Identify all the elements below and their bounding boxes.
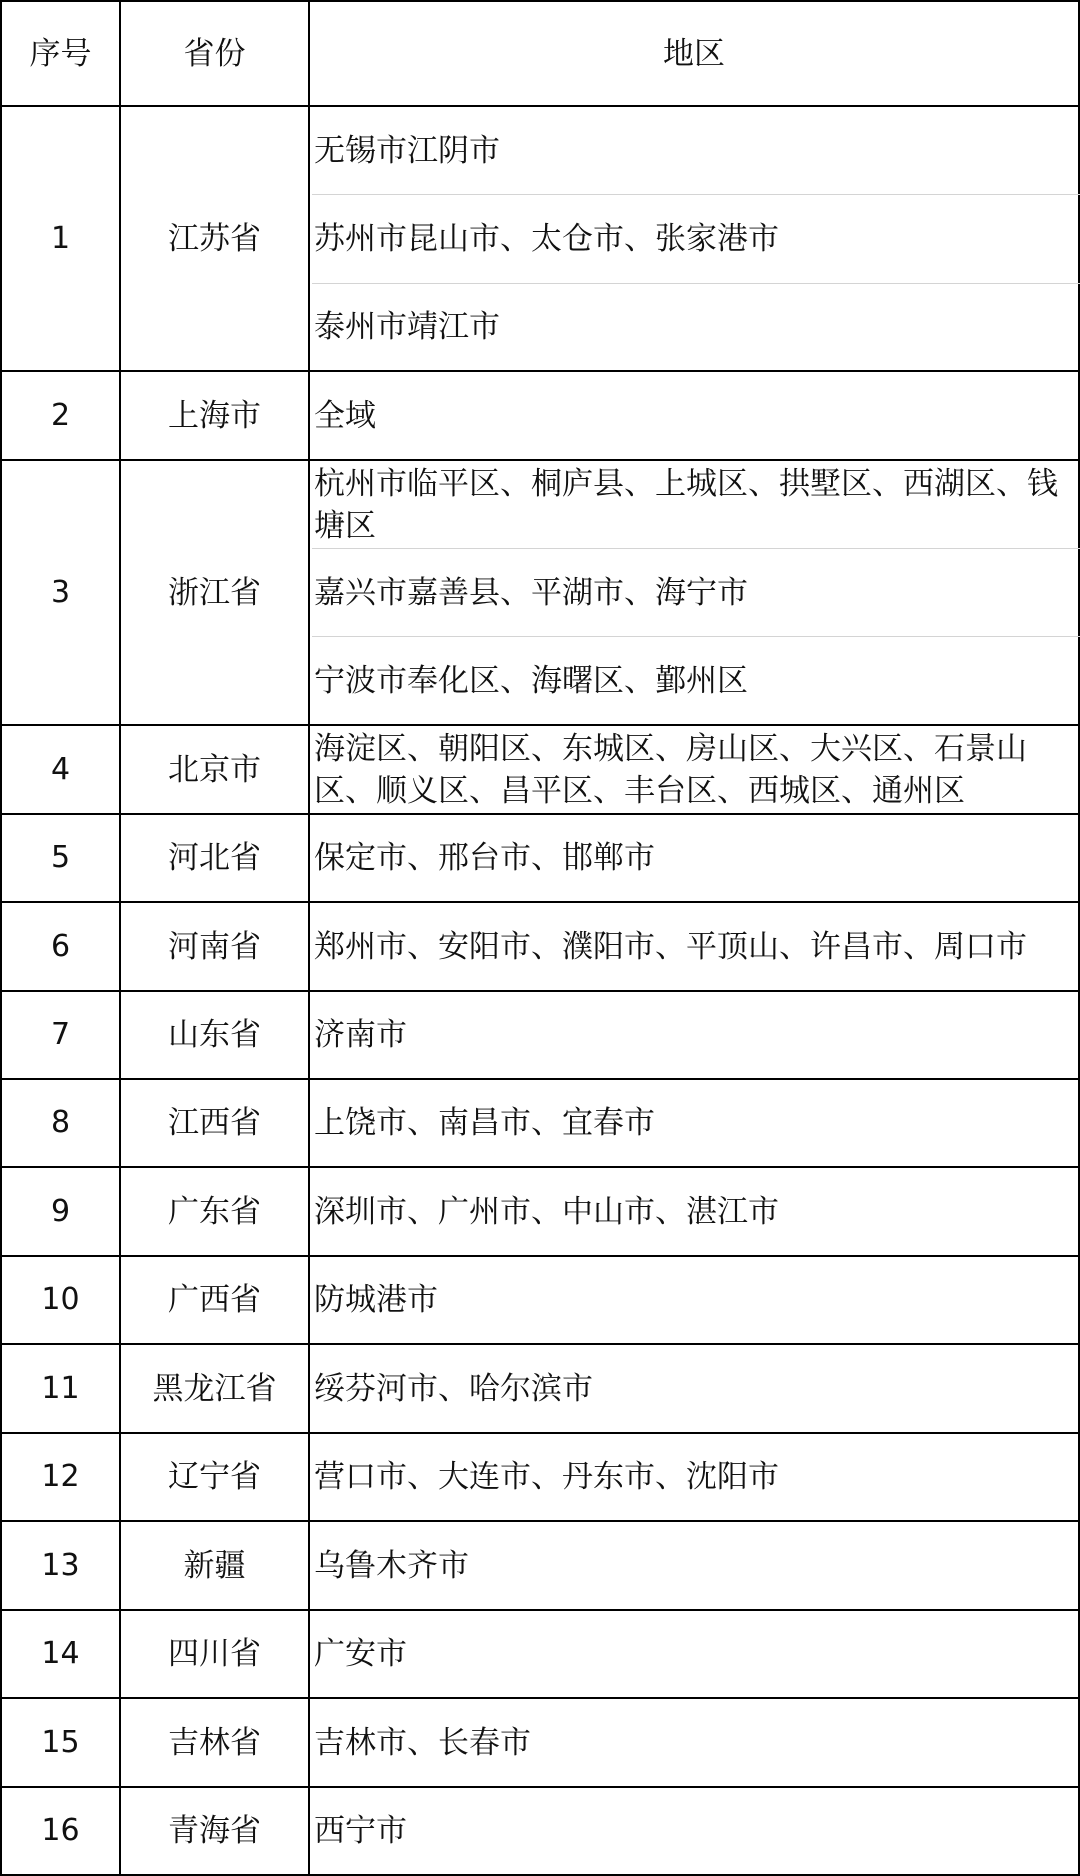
row-region: 郑州市、安阳市、濮阳市、平顶山、许昌市、周口市 — [314, 928, 1027, 965]
row-region: 济南市 — [314, 1017, 407, 1053]
row-region-text: 海淀区、朝阳区、东城区、房山区、大兴区、石景山区、顺义区、昌平区、丰台区、西城区、通州区 — [314, 730, 1027, 809]
row-index: 2 — [50, 397, 71, 433]
row-province: 山东省 — [168, 1017, 261, 1053]
row-region: 嘉兴市嘉善县、平湖市、海宁市 — [314, 574, 748, 611]
row-region: 全域 — [314, 397, 376, 434]
row-region: 绥芬河市、哈尔滨市 — [314, 1370, 593, 1407]
row-province: 青海省 — [168, 1813, 261, 1849]
row-index: 16 — [41, 1813, 80, 1848]
row-province: 河南省 — [168, 928, 261, 965]
row-index: 14 — [41, 1636, 80, 1671]
row-province: 吉林省 — [168, 1724, 261, 1761]
row-province: 上海市 — [168, 397, 261, 434]
row-province: 黑龙江省 — [152, 1370, 277, 1407]
row-index: 9 — [50, 1193, 71, 1229]
row-index: 11 — [41, 1370, 80, 1406]
row-region: 保定市、邢台市、邯郸市 — [314, 840, 655, 876]
row-province: 辽宁省 — [168, 1459, 261, 1495]
row-province: 江西省 — [168, 1105, 261, 1141]
row-region-text: 杭州市临平区、桐庐县、上城区、拱墅区、西湖区、钱塘区 — [314, 465, 1058, 544]
row-region: 广安市 — [314, 1636, 407, 1672]
row-region: 吉林市、长春市 — [314, 1724, 531, 1761]
row-province: 广东省 — [168, 1193, 261, 1230]
row-province: 北京市 — [168, 751, 261, 788]
row-region: 深圳市、广州市、中山市、湛江市 — [314, 1193, 779, 1230]
row-region: 防城港市 — [314, 1282, 438, 1318]
row-region: 乌鲁木齐市 — [314, 1547, 469, 1584]
row-index: 7 — [50, 1017, 71, 1052]
row-region: 宁波市奉化区、海曙区、鄞州区 — [314, 662, 748, 699]
row-index: 1 — [50, 220, 71, 256]
row-index: 8 — [50, 1105, 71, 1140]
row-province: 广西省 — [168, 1282, 261, 1318]
row-index: 10 — [41, 1282, 80, 1317]
row-province: 四川省 — [168, 1636, 261, 1672]
row-region: 泰州市靖江市 — [314, 309, 500, 345]
row-index: 4 — [50, 751, 71, 787]
row-province: 新疆 — [183, 1547, 246, 1584]
row-region: 营口市、大连市、丹东市、沈阳市 — [314, 1459, 779, 1495]
row-index: 5 — [50, 840, 71, 875]
row-region — [310, 726, 1078, 813]
row-index: 13 — [41, 1547, 80, 1583]
row-index: 15 — [41, 1724, 80, 1760]
row-region: 无锡市江阴市 — [314, 132, 500, 169]
row-region: 西宁市 — [314, 1813, 407, 1849]
row-province: 江苏省 — [168, 220, 261, 257]
header-province: 省份 — [183, 35, 246, 72]
row-province: 河北省 — [168, 840, 261, 876]
row-region — [310, 461, 1078, 548]
row-region: 苏州市昆山市、太仓市、张家港市 — [314, 221, 779, 257]
row-index: 3 — [50, 574, 71, 610]
row-index: 6 — [50, 928, 71, 964]
row-region: 上饶市、南昌市、宜春市 — [314, 1105, 655, 1141]
header-index: 序号 — [29, 35, 92, 72]
header-region: 地区 — [663, 35, 725, 72]
row-index: 12 — [41, 1459, 80, 1494]
row-province: 浙江省 — [168, 574, 261, 611]
